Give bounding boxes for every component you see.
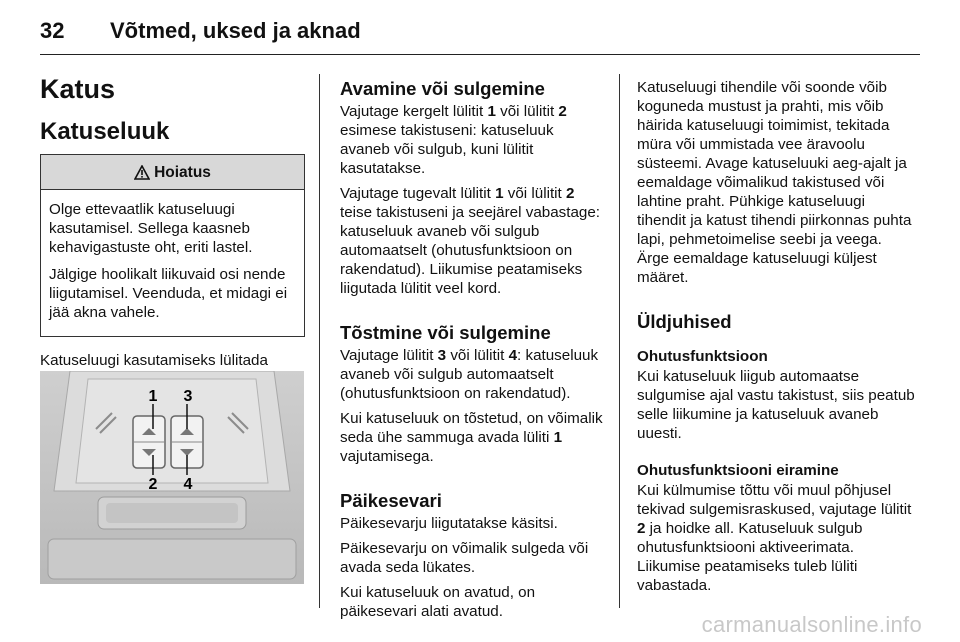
- page-number: 32: [40, 18, 65, 43]
- callout-label: 2: [148, 476, 158, 493]
- intro-text: Katuseluugi kasutamiseks lülitada: [40, 352, 268, 369]
- paragraph: Vajutage kergelt lülitit 1 või lülitit 2 esimese takistuseni: katuseluuk avaneb või sulgub, kuni lülitit kasutatakse.: [340, 103, 567, 177]
- callout-label: 4: [183, 476, 193, 493]
- warning-text: Jälgige hoolikalt liikuvaid osi nende liigutamisel. Veenduda, et midagi ei jää akna vahele.: [49, 266, 288, 321]
- callout-label: 1: [148, 388, 158, 405]
- column-3: [637, 78, 917, 601]
- paragraph: Kui külmumise tõttu või muul põhjusel tekivad sulgemisraskused, vajutage lülitit 2 ja hoidke all. Katuseluuk sulgub ohutusfunktsiooni aktiveerimata. Liikumise peatamiseks tuleb lüliti vabastada.: [637, 482, 912, 594]
- heading-raise-close: Tõstmine või sulgemine: [340, 322, 551, 343]
- paragraph: Kui katuseluuk on tõstetud, on võimalik seda ühe sammuga avada lüliti 1 vajutamisega.: [340, 410, 603, 465]
- column-2: [340, 78, 605, 627]
- column-1: [40, 72, 305, 395]
- heading-override: Ohutusfunktsiooni eiramine: [637, 462, 839, 479]
- paragraph: Vajutage lülitit 3 või lülitit 4: katuseluuk avaneb või sulgub automaatselt (ohutusfunktsioon on rakendatud).: [340, 347, 599, 402]
- column-divider: [619, 74, 620, 608]
- warning-header: [41, 155, 304, 190]
- paragraph: Katuseluugi tihendile või soonde võib koguneda mustust ja prahti, mis võib häirida katuseluugi toimimist, tekitada müra või ummistada vee äravoolu süsteemi. Avage katuseluuki aeg-ajalt ja eemaldage võimalikud takistused või lahtine praht. Pühkige katuseluugi tihendit ja katust tihendi piirkonnas puhta lapi, pehmetoimelise seebi ja veega. Ärge eemaldage katuseluugi küljest määret.: [637, 79, 912, 286]
- warning-triangle-icon: [134, 165, 150, 180]
- chapter-title: Võtmed, uksed ja aknad: [110, 18, 361, 43]
- watermark: carmanualsonline.info: [701, 612, 922, 637]
- warning-text: Olge ettevaatlik katuseluugi kasutamisel. Sellega kaasneb kehavigastuste oht, eriti lastel.: [49, 201, 253, 256]
- section-title: Katus: [40, 74, 116, 104]
- warning-body: [41, 190, 304, 336]
- warning-box: [40, 154, 305, 337]
- heading-open-close: Avamine või sulgemine: [340, 78, 545, 99]
- column-divider: [319, 74, 320, 608]
- page-header: [40, 14, 920, 55]
- roof-switch-figure: [40, 371, 304, 584]
- callout-label: 3: [183, 388, 193, 405]
- paragraph: Päikesevarju liigutatakse käsitsi.: [340, 515, 558, 532]
- paragraph: Kui katuseluuk liigub automaatse sulgumise ajal vastu takistust, siis peatub selle liikumine ja katuseluuk avaneb uuesti.: [637, 368, 915, 442]
- warning-title: Hoiatus: [154, 163, 211, 181]
- paragraph: Vajutage tugevalt lülitit 1 või lülitit 2 teise takistuseni ja seejärel vabastage: katuseluuk avaneb või sulgub automaatselt (ohutusfunktsioon on rakendatud). Liikumise peatamiseks liigutada lülitit veel kord.: [340, 185, 601, 297]
- heading-sunshade: Päikesevari: [340, 490, 442, 511]
- paragraph: Päikesevarju on võimalik sulgeda või avada seda lükates.: [340, 540, 589, 576]
- heading-safety-function: Ohutusfunktsioon: [637, 348, 768, 365]
- subsection-title: Katuseluuk: [40, 118, 170, 145]
- paragraph: Kui katuseluuk on avatud, on päikesevari alati avatud.: [340, 584, 536, 620]
- heading-general: Üldjuhised: [637, 311, 732, 332]
